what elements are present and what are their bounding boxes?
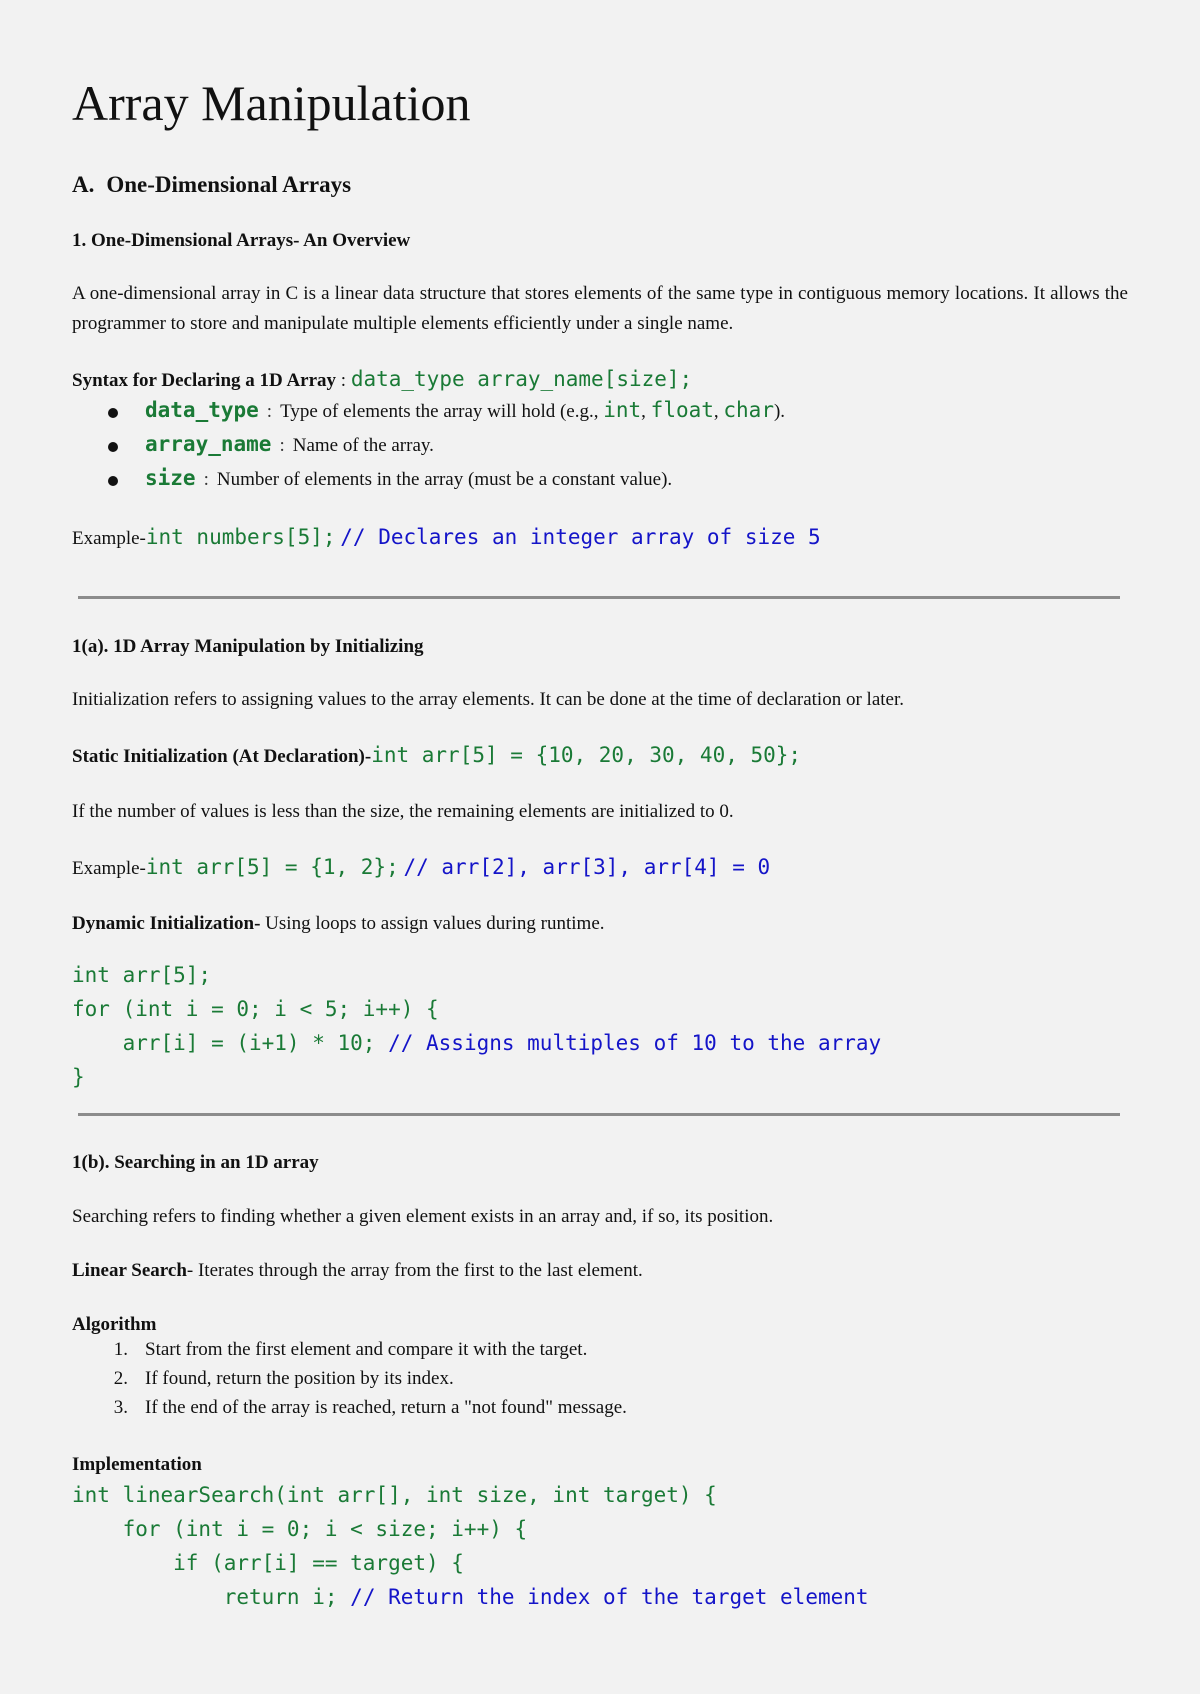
code-line: if (arr[i] == target) { <box>72 1551 464 1575</box>
static-init-code: int arr[5] = {10, 20, 30, 40, 50}; <box>371 743 802 767</box>
dynamic-init-line <box>72 909 605 939</box>
bullet-text: Number of elements in the array (must be a constant value). <box>216 469 673 490</box>
code-comment: // Assigns multiples of 10 to the array <box>388 1031 882 1055</box>
bullet-dot <box>108 476 118 486</box>
static-init-label: Static Initialization (At Declaration)- <box>72 746 372 767</box>
overview-example <box>72 522 821 554</box>
linear-search-line <box>72 1256 643 1286</box>
linear-search-label: Linear Search <box>72 1260 187 1281</box>
algo-number: 2. <box>113 1368 128 1389</box>
code-line: int arr[5]; <box>72 963 212 987</box>
bullet-separator: : <box>266 401 273 422</box>
bullet-item-array-name <box>145 432 434 457</box>
bullet-text: Type of elements the array will hold (e.g., <box>280 401 604 422</box>
linear-search-text: - Iterates through the array from the first to the last element. <box>186 1260 643 1281</box>
init-note: If the number of values is less than the size, the remaining elements are initialized to 0. <box>72 801 734 822</box>
init-example <box>72 852 770 884</box>
example-code: int numbers[5]; <box>145 525 336 549</box>
comma: , <box>713 401 724 422</box>
syntax-line <box>72 364 692 396</box>
term-array-name: array_name <box>145 432 272 456</box>
comma: , <box>641 401 651 422</box>
search-heading: 1(b). Searching in an 1D array <box>72 1152 319 1173</box>
init-heading: 1(a). 1D Array Manipulation by Initializing <box>72 636 424 657</box>
example-comment: // arr[2], arr[3], arr[4] = 0 <box>403 855 771 879</box>
algo-step: Start from the first element and compare it with the target. <box>145 1339 588 1360</box>
dynamic-init-label: Dynamic Initialization- <box>72 913 261 934</box>
code-comment: // Return the index of the target element <box>350 1585 869 1609</box>
search-paragraph: Searching refers to finding whether a given element exists in an array and, if so, its position. <box>72 1206 774 1227</box>
example-code: int arr[5] = {1, 2}; <box>145 855 399 879</box>
example-comment: // Declares an integer array of size 5 <box>340 525 821 549</box>
example-label: Example- <box>72 528 146 549</box>
init-paragraph: Initialization refers to assigning values to the array elements. It can be done at the time of declaration or later. <box>72 689 904 710</box>
syntax-separator: : <box>340 370 347 391</box>
syntax-code: data_type array_name[size]; <box>350 367 693 391</box>
algo-step: If the end of the array is reached, return a "not found" message. <box>145 1397 627 1418</box>
section-a-letter: A. <box>72 172 95 197</box>
static-init-line <box>72 740 801 772</box>
section-a-title: One-Dimensional Arrays <box>106 172 352 197</box>
syntax-label: Syntax for Declaring a 1D Array <box>72 370 337 391</box>
code-text: arr[i] = (i+1) * 10; <box>72 1031 376 1055</box>
algo-number: 1. <box>113 1339 128 1360</box>
term-data-type: data_type <box>145 398 259 422</box>
code-int: int <box>603 398 642 422</box>
code-line <box>72 1585 869 1609</box>
bullet-dot <box>108 442 118 452</box>
page-title: Array Manipulation <box>72 75 471 131</box>
section-a-heading <box>72 172 351 198</box>
algo-step: If found, return the position by its index. <box>145 1368 454 1389</box>
code-line: for (int i = 0; i < 5; i++) { <box>72 997 439 1021</box>
code-line: } <box>72 1065 85 1089</box>
algo-number: 3. <box>113 1397 128 1418</box>
bullet-item-data-type <box>145 398 785 423</box>
code-line: for (int i = 0; i < size; i++) { <box>72 1517 528 1541</box>
divider <box>78 596 1120 599</box>
dynamic-init-text: Using loops to assign values during runtime. <box>265 913 605 934</box>
example-label: Example- <box>72 858 146 879</box>
code-line <box>72 1031 881 1055</box>
bullet-item-size <box>145 466 672 491</box>
implementation-label: Implementation <box>72 1454 202 1475</box>
bullet-text-end: ). <box>773 401 786 422</box>
bullet-dot <box>108 408 118 418</box>
divider <box>78 1113 1120 1116</box>
algorithm-label: Algorithm <box>72 1314 157 1335</box>
overview-paragraph: A one-dimensional array in C is a linear data structure that stores elements of the same type in contiguous memory locations. It allows the programmer to store and manipulate multiple elements efficiently under a single name. <box>72 283 1128 334</box>
overview-heading: 1. One-Dimensional Arrays- An Overview <box>72 230 411 251</box>
code-char: char <box>723 398 774 422</box>
code-text: return i; <box>72 1585 338 1609</box>
bullet-text: Name of the array. <box>292 435 434 456</box>
code-line: int linearSearch(int arr[], int size, int target) { <box>72 1483 717 1507</box>
bullet-separator: : <box>203 469 209 490</box>
bullet-separator: : <box>279 435 285 456</box>
term-size: size <box>145 466 196 490</box>
code-float: float <box>650 398 714 422</box>
